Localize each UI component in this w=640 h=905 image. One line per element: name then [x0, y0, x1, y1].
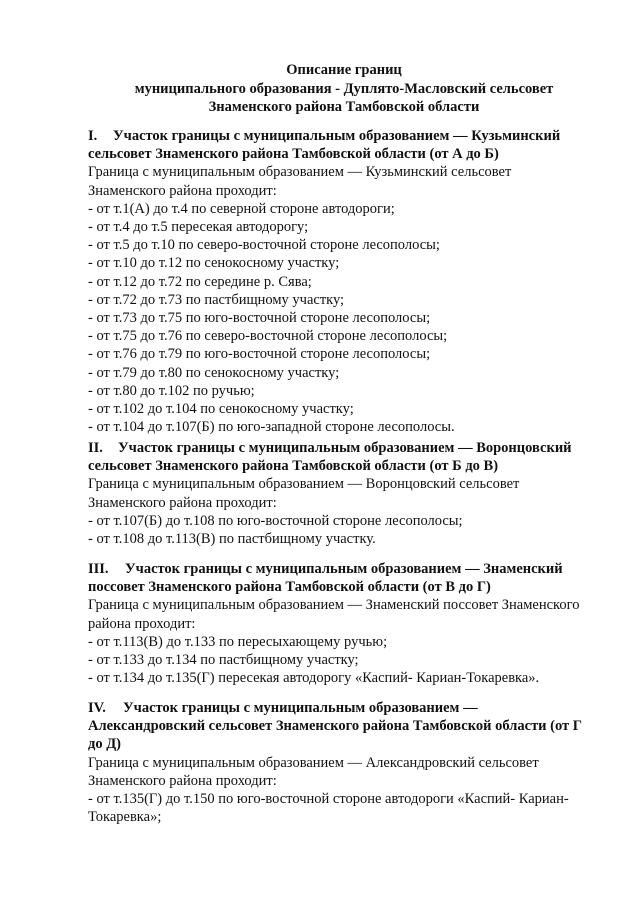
- document-title: [88, 61, 600, 117]
- list-item: - от т.135(Г) до т.150 по юго-восточной стороне автодороги «Каспий- Кариан-: [88, 791, 569, 808]
- list-item: - от т.107(Б) до т.108 по юго-восточной стороне лесополосы;: [88, 512, 463, 529]
- section-4: [88, 699, 618, 826]
- list-item: - от т.134 до т.135(Г) пересекая автодорогу «Каспий- Кариан-Токаревка».: [88, 670, 540, 687]
- heading-line: сельсовет Знаменского района Тамбовской области (от Б до В): [88, 458, 499, 475]
- heading-text: Участок границы с муниципальным образованием — Воронцовский: [118, 440, 572, 456]
- heading-line: до Д): [88, 736, 122, 753]
- list-item: - от т.75 до т.76 по северо-восточной стороне лесополосы;: [88, 328, 448, 345]
- section-heading: [88, 699, 618, 754]
- list-item: - от т.80 до т.102 по ручью;: [88, 382, 255, 399]
- section-numeral: III.: [88, 561, 109, 577]
- list-item: - от т.104 до т.107(Б) по юго-западной стороне лесополосы.: [88, 419, 455, 436]
- intro-line: Знаменского района проходит:: [88, 182, 277, 199]
- section-numeral: I.: [88, 128, 98, 144]
- title-line-3: Знаменского района Тамбовской области: [208, 99, 480, 115]
- list-item: - от т.1(А) до т.4 по северной стороне автодороги;: [88, 200, 395, 217]
- list-item: Токаревка»;: [88, 809, 162, 826]
- heading-line: [88, 699, 618, 717]
- heading-text: Участок границы с муниципальным образованием —: [123, 700, 478, 716]
- list-item: - от т.108 до т.113(В) по пастбищному участку.: [88, 531, 376, 548]
- list-item: - от т.133 до т.134 по пастбищному участку;: [88, 652, 359, 669]
- section-heading: [88, 560, 618, 596]
- section-3: [88, 560, 618, 687]
- heading-line: сельсовет Знаменского района Тамбовской области (от А до Б): [88, 146, 499, 163]
- title-line-1: Описание границ: [286, 62, 402, 78]
- section-2: [88, 439, 618, 548]
- list-item: - от т.113(В) до т.133 по пересыхающему ручью;: [88, 633, 388, 650]
- list-item: - от т.5 до т.10 по северо-восточной стороне лесополосы;: [88, 237, 440, 254]
- heading-line: Александровский сельсовет Знаменского района Тамбовской области (от Г: [88, 718, 583, 735]
- heading-text: Участок границы с муниципальным образованием — Знаменский: [125, 561, 563, 577]
- intro-line: Знаменского района проходит:: [88, 494, 277, 511]
- list-item: - от т.79 до т.80 по сенокосному участку;: [88, 364, 340, 381]
- heading-line: [88, 127, 618, 145]
- section-heading: [88, 439, 618, 475]
- list-item: - от т.10 до т.12 по сенокосному участку;: [88, 255, 340, 272]
- section-numeral: II.: [88, 440, 103, 456]
- intro-line: Знаменского района проходит:: [88, 772, 277, 789]
- section-numeral: IV.: [88, 700, 106, 716]
- heading-line: [88, 560, 618, 578]
- section-1: [88, 127, 618, 436]
- list-item: - от т.102 до т.104 по сенокосному участку;: [88, 401, 354, 418]
- list-item: - от т.72 до т.73 по пастбищному участку;: [88, 291, 345, 308]
- intro-line: Граница с муниципальным образованием — Кузьминский сельсовет: [88, 164, 512, 181]
- heading-text: Участок границы с муниципальным образованием — Кузьминский: [113, 128, 561, 144]
- title-line-2: муниципального образования - Дуплято-Масловский сельсовет: [134, 80, 554, 97]
- intro-line: Граница с муниципальным образованием — Александровский сельсовет: [88, 754, 539, 771]
- intro-line: Граница с муниципальным образованием — Воронцовский сельсовет: [88, 476, 520, 493]
- heading-line: [88, 439, 618, 457]
- intro-line: района проходит:: [88, 615, 196, 632]
- list-item: - от т.73 до т.75 по юго-восточной стороне лесополосы;: [88, 310, 431, 327]
- list-item: - от т.4 до т.5 пересекая автодорогу;: [88, 219, 309, 236]
- list-item: - от т.76 до т.79 по юго-восточной стороне лесополосы;: [88, 346, 431, 363]
- section-heading: [88, 127, 618, 163]
- intro-line: Граница с муниципальным образованием — Знаменский поссовет Знаменского: [88, 597, 580, 614]
- heading-line: поссовет Знаменского района Тамбовской области (от В до Г): [88, 579, 491, 596]
- list-item: - от т.12 до т.72 по середине р. Сява;: [88, 273, 312, 290]
